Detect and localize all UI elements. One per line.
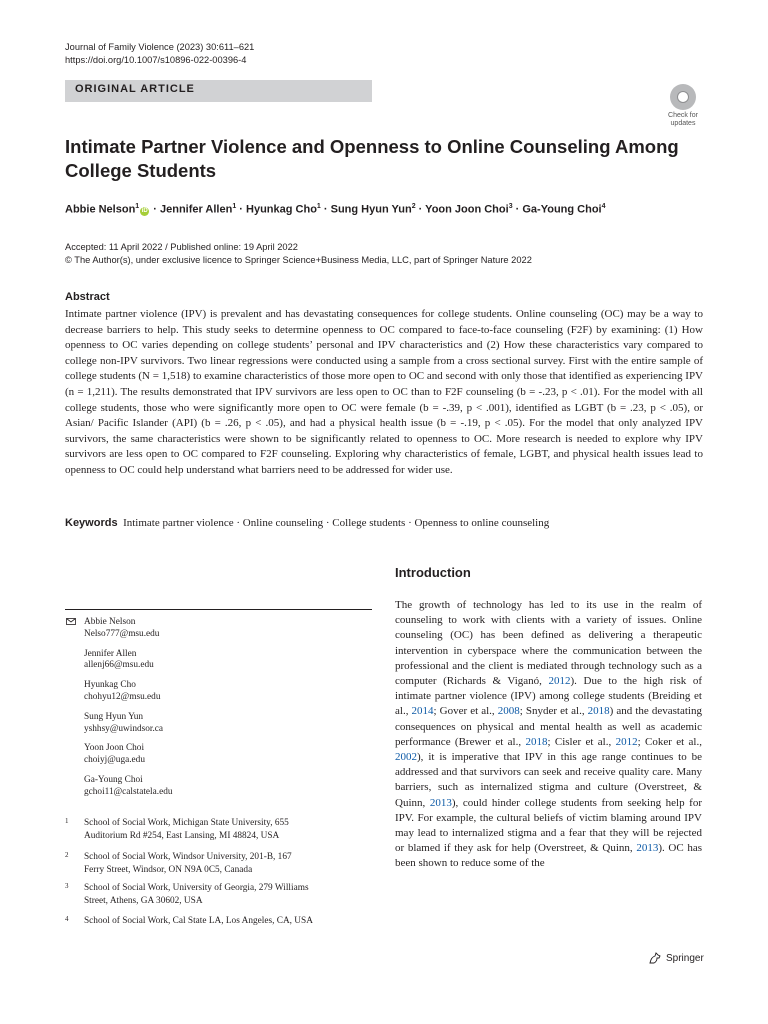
- citation-link[interactable]: 2018: [525, 735, 548, 748]
- keywords: [65, 517, 705, 529]
- publisher-name: Springer: [666, 952, 704, 964]
- citation-link[interactable]: 2013: [429, 796, 452, 809]
- keywords-list: Intimate partner violence · Online counseling · College students · Openness to online counseling: [123, 517, 550, 529]
- body-text: ; Cisler et al.,: [547, 735, 616, 748]
- body-text: ; Snyder et al.,: [519, 705, 588, 718]
- affiliation-number: 1: [65, 817, 69, 825]
- copyright-notice: © The Author(s), under exclusive licence to Springer Science+Business Media, LLC, part of Springer Nature 2022: [65, 255, 532, 265]
- contact-email[interactable]: yshhsy@uwindsor.ca: [84, 723, 164, 734]
- author-name[interactable]: Jennifer Allen: [159, 203, 233, 216]
- author-separator: ·: [236, 203, 247, 216]
- author-list: [65, 203, 705, 216]
- contact-email[interactable]: gchoi11@calstatela.edu: [84, 786, 173, 797]
- contact-entry: [84, 775, 374, 799]
- citation-link[interactable]: 2014: [411, 705, 434, 718]
- body-text: ). Due to the high risk of intimate partner violence (IPV) among college students (Breiding et al.,: [395, 675, 702, 718]
- affiliation-text: School of Social Work, University of Georgia, 279 Williams Street, Athens, GA 30602, USA: [84, 883, 309, 906]
- contact-email[interactable]: Nelso777@msu.edu: [84, 628, 160, 639]
- contact-list: [84, 617, 374, 807]
- author-affiliation-mark: 4: [601, 203, 606, 210]
- citation-link[interactable]: 2018: [587, 705, 610, 718]
- body-text: ), could hinder college students from seeking help for IPV. For example, the cultural beliefs of victim blaming around IPV may lead to internalized stigma and a fear that they will be rejected or blamed if they ask for help (Overstreet, & Quinn,: [395, 796, 702, 855]
- journal-citation: [65, 41, 254, 67]
- body-text: ; Gover et al.,: [433, 705, 498, 718]
- published-date: / Published online: 19 April 2022: [162, 242, 298, 252]
- body-text: ). OC has been shown to reduce some of the: [395, 842, 703, 870]
- contact-name: Hyunkag Cho: [84, 680, 136, 691]
- contact-name: Abbie Nelson: [84, 617, 136, 627]
- abstract-text: Intimate partner violence (IPV) is prevalent and has devastating consequences for college students. Online counseling (OC) may be a way to decrease barriers to help. This study seeks to determine openness to OC compared to face-to-face counseling (F2F) by examining: (1) How openness to OC varies depending on college students’ personal and IPV characteristics and (2) How these characteristics vary compared to college non-IPV survivors. Two linear regressions were conducted using a sample from a cross sectional survey. First with the entire sample of college students (N = 1,518) to examine characteristics of those more open to OC and second with only those that identified as experiencing IPV (n = 1,211). The results demonstrated that IPV survivors are less open to OC than to F2F counseling (b = -.23, p < .01). For the model with all college students, those who were significantly more open to OC were female (b = -.39, p < .001), identified as LGBT (b = .23, p < .05), or Asian/ Pacific Islander (API) (b = .26, p < .05), and had a physical health issue (b = -.19, p < .05). For the model that only analyzed IPV survivors, the same characteristics were shown to be significantly related to openness to OC. More research is needed to explore why IPV survivors are less open to OC compared to F2F counseling. Exploring why characteristics of female, LGBT, and physical health issues lead to openness to OC could help understand what barriers need to be addressed for wider use.: [65, 308, 703, 476]
- contact-entry: [84, 649, 374, 673]
- author-separator: ·: [320, 203, 331, 216]
- contact-entry: [84, 743, 374, 767]
- introduction-heading: Introduction: [395, 565, 471, 580]
- affiliation-entry: [65, 882, 372, 908]
- author-name[interactable]: Sung Hyun Yun: [330, 203, 412, 216]
- check-for-updates-badge[interactable]: Check for updates: [662, 84, 704, 128]
- doi-link[interactable]: https://doi.org/10.1007/s10896-022-00396-4: [65, 55, 247, 65]
- check-for-updates-icon: [670, 84, 696, 110]
- introduction-text: [395, 598, 702, 872]
- abstract-heading: Abstract: [65, 291, 110, 303]
- citation-link[interactable]: 2008: [497, 705, 520, 718]
- author-name[interactable]: Hyunkag Cho: [246, 203, 317, 216]
- author-separator: ·: [415, 203, 426, 216]
- contact-name: Ga-Young Choi: [84, 774, 143, 785]
- affiliation-text: School of Social Work, Windsor University, 201-B, 167 Ferry Street, Windsor, ON N9A 0C5, Canada: [84, 852, 292, 875]
- orcid-icon[interactable]: iD: [141, 207, 148, 214]
- publication-dates: [65, 241, 532, 267]
- body-text: ) and the devastating consequences on physical and mental health as well as academic performance (Brewer et al.,: [395, 705, 702, 748]
- citation-link[interactable]: 2012: [548, 675, 571, 688]
- contact-name: Sung Hyun Yun: [84, 711, 144, 722]
- author-separator: ·: [512, 203, 523, 216]
- author-affiliation-mark: 3: [508, 203, 513, 210]
- contact-email[interactable]: allenj66@msu.edu: [84, 660, 154, 671]
- article-type-banner: [65, 80, 372, 102]
- contact-email[interactable]: choiyj@uga.edu: [84, 755, 145, 766]
- contact-entry: [84, 712, 374, 736]
- contact-name: Yoon Joon Choi: [84, 743, 145, 754]
- affiliation-entry: [65, 915, 372, 928]
- accepted-date: Accepted: 11 April 2022: [65, 242, 163, 252]
- affiliation-number: 4: [65, 915, 69, 923]
- author-name[interactable]: Yoon Joon Choi: [425, 203, 509, 216]
- footnote-rule: [65, 609, 372, 610]
- author-separator: ·: [150, 203, 160, 216]
- affiliation-number: 3: [65, 882, 69, 890]
- article-title: Intimate Partner Violence and Openness to Online Counseling Among College Students: [65, 136, 679, 181]
- affiliation-text: School of Social Work, Michigan State University, 655 Auditorium Rd #254, East Lansing, MI 48824, USA: [84, 818, 289, 841]
- citation-link[interactable]: 2012: [615, 735, 638, 748]
- author-affiliation-mark: 2: [411, 203, 416, 210]
- affiliation-entry: [65, 851, 372, 877]
- citation-link[interactable]: 2013: [636, 842, 659, 855]
- body-text: ; Coker et al.,: [637, 735, 702, 748]
- contact-email[interactable]: chohyu12@msu.edu: [84, 691, 161, 702]
- author-affiliation-mark: 1: [232, 203, 237, 210]
- affiliation-entry: [65, 817, 372, 843]
- journal-name: Journal of Family Violence (2023) 30:611–621: [65, 42, 255, 52]
- contact-name: Jennifer Allen: [84, 648, 137, 659]
- affiliation-number: 2: [65, 851, 69, 859]
- springer-horse-icon: [648, 952, 662, 964]
- article-type-label: ORIGINAL ARTICLE: [75, 83, 195, 95]
- author-affiliation-mark: 1: [316, 203, 321, 210]
- publisher-logo: [648, 952, 704, 964]
- affiliation-text: School of Social Work, Cal State LA, Los Angeles, CA, USA: [84, 916, 313, 926]
- body-text: The growth of technology has led to its use in the realm of counseling to work with clients with a variety of issues. Online counseling (OC) has been defined as delivering a therapeutic intervention in cyberspace where the communication between the professional and the client is mediated through technology such as a computer (Richards & Viganó,: [395, 599, 702, 688]
- contact-entry: [84, 680, 374, 704]
- citation-link[interactable]: 2002: [395, 751, 417, 764]
- body-text: ), it is imperative that IPV in this age range continues to be addressed and that survivors can seek and receive quality care. Many barriers, such as internalized stigma and culture (Overstreet, & Quinn,: [395, 751, 702, 809]
- contact-entry: [84, 617, 374, 641]
- envelope-icon: [66, 618, 76, 625]
- keywords-heading: Keywords: [65, 517, 118, 529]
- author-name[interactable]: Abbie Nelson: [65, 203, 136, 216]
- author-name[interactable]: Ga-Young Choi: [522, 203, 602, 216]
- author-affiliation-mark: 1: [135, 203, 140, 210]
